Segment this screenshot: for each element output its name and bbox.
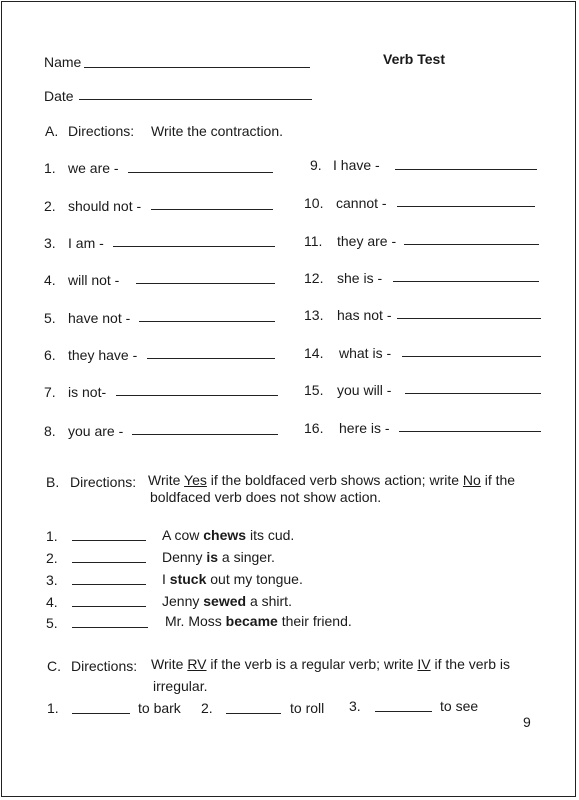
answer-blank[interactable] bbox=[151, 209, 273, 210]
sentence bbox=[165, 613, 352, 629]
answer-blank[interactable] bbox=[72, 540, 146, 541]
item-number: 3. bbox=[44, 235, 56, 251]
item-number: 12. bbox=[304, 270, 324, 286]
sentence-text: Mr. Moss bbox=[165, 613, 226, 629]
sentence-text: Jenny bbox=[162, 593, 204, 609]
sentence-text: a shirt. bbox=[246, 593, 292, 609]
answer-blank[interactable] bbox=[72, 606, 146, 607]
answer-blank[interactable] bbox=[113, 246, 275, 247]
item-number: 1. bbox=[44, 160, 56, 176]
answer-blank[interactable] bbox=[404, 244, 539, 245]
item-number: 1. bbox=[46, 528, 58, 544]
item-number: 15. bbox=[304, 382, 324, 398]
item-prompt: will not - bbox=[68, 272, 120, 288]
item-prompt: I am - bbox=[68, 235, 104, 251]
sentence bbox=[162, 549, 275, 565]
section-a-directions-text: Write the contraction. bbox=[151, 123, 284, 139]
item-prompt: I have - bbox=[333, 157, 380, 173]
item-number: 9. bbox=[310, 157, 322, 173]
section-b-directions-label: Directions: bbox=[70, 474, 137, 490]
section-c-directions-line1 bbox=[151, 656, 510, 672]
section-b-directions-line1 bbox=[148, 472, 515, 488]
item-number: 4. bbox=[46, 594, 58, 610]
section-a-letter: A. bbox=[45, 123, 59, 139]
section-c-letter: C. bbox=[47, 658, 61, 674]
answer-blank[interactable] bbox=[405, 393, 541, 394]
item-number: 2. bbox=[44, 198, 56, 214]
item-prompt: to roll bbox=[290, 700, 325, 716]
dir-text: if the verb is bbox=[430, 656, 510, 672]
verb: sewed bbox=[203, 593, 247, 609]
sentence-text: I bbox=[162, 571, 170, 587]
item-number: 2. bbox=[201, 700, 213, 716]
answer-blank[interactable] bbox=[147, 358, 275, 359]
dir-text: if the boldfaced verb shows action; write bbox=[206, 472, 463, 488]
answer-blank[interactable] bbox=[72, 584, 146, 585]
verb: is bbox=[206, 549, 219, 565]
rv-keyword: RV bbox=[187, 656, 207, 672]
answer-blank[interactable] bbox=[399, 431, 541, 432]
item-prompt: they have - bbox=[68, 347, 138, 363]
answer-blank[interactable] bbox=[402, 356, 541, 357]
item-prompt: you will - bbox=[337, 382, 392, 398]
section-a-directions-label: Directions: bbox=[68, 123, 135, 139]
page-title: Verb Test bbox=[383, 51, 445, 67]
verb: stuck bbox=[169, 571, 207, 587]
answer-blank[interactable] bbox=[72, 713, 130, 714]
section-c-directions-line2: irregular. bbox=[153, 678, 208, 694]
verb: became bbox=[225, 613, 278, 629]
item-number: 13. bbox=[304, 307, 324, 323]
item-prompt: should not - bbox=[68, 198, 142, 214]
answer-blank[interactable] bbox=[136, 283, 275, 284]
sentence-text: their friend. bbox=[277, 613, 352, 629]
sentence-text: A cow bbox=[162, 527, 204, 543]
dir-text: Write bbox=[151, 656, 188, 672]
answer-blank[interactable] bbox=[375, 711, 432, 712]
item-number: 2. bbox=[46, 550, 58, 566]
item-prompt: you are - bbox=[68, 423, 124, 439]
section-c-directions-label: Directions: bbox=[71, 658, 138, 674]
sentence-text: a singer. bbox=[218, 549, 275, 565]
item-number: 3. bbox=[349, 698, 361, 714]
item-number: 8. bbox=[44, 423, 56, 439]
date-blank[interactable] bbox=[79, 99, 312, 100]
item-number: 6. bbox=[44, 347, 56, 363]
answer-blank[interactable] bbox=[226, 713, 281, 714]
sentence-text: its cud. bbox=[246, 527, 295, 543]
item-prompt: is not- bbox=[68, 384, 107, 400]
item-prompt: here is - bbox=[339, 420, 390, 436]
item-prompt: cannot - bbox=[336, 195, 387, 211]
iv-keyword: IV bbox=[417, 656, 431, 672]
item-number: 10. bbox=[304, 195, 324, 211]
answer-blank[interactable] bbox=[397, 206, 535, 207]
answer-blank[interactable] bbox=[393, 281, 539, 282]
dir-text: Write bbox=[148, 472, 185, 488]
sentence bbox=[162, 527, 294, 543]
section-b-letter: B. bbox=[46, 474, 60, 490]
verb: chews bbox=[203, 527, 247, 543]
answer-blank[interactable] bbox=[397, 318, 541, 319]
item-number: 16. bbox=[304, 420, 324, 436]
answer-blank[interactable] bbox=[72, 627, 148, 628]
sentence bbox=[162, 593, 292, 609]
answer-blank[interactable] bbox=[132, 434, 278, 435]
sentence-text: out my tongue. bbox=[206, 571, 303, 587]
item-prompt: they are - bbox=[337, 233, 397, 249]
name-blank[interactable] bbox=[84, 67, 310, 68]
item-prompt: what is - bbox=[339, 345, 392, 361]
item-number: 3. bbox=[46, 572, 58, 588]
name-label: Name bbox=[44, 54, 82, 70]
page-number: 9 bbox=[523, 714, 531, 730]
sentence-text: Denny bbox=[162, 549, 207, 565]
item-prompt: she is - bbox=[337, 270, 383, 286]
dir-text: if the verb is a regular verb; write bbox=[206, 656, 418, 672]
item-number: 1. bbox=[47, 700, 59, 716]
dir-text: if the bbox=[480, 472, 516, 488]
item-number: 4. bbox=[44, 272, 56, 288]
item-prompt: we are - bbox=[68, 160, 119, 176]
answer-blank[interactable] bbox=[395, 169, 537, 170]
item-prompt: has not - bbox=[337, 307, 392, 323]
no-keyword: No bbox=[462, 472, 481, 488]
yes-keyword: Yes bbox=[184, 472, 207, 488]
answer-blank[interactable] bbox=[128, 172, 273, 173]
item-number: 7. bbox=[44, 384, 56, 400]
answer-blank[interactable] bbox=[72, 562, 146, 563]
item-number: 5. bbox=[44, 310, 56, 326]
item-number: 5. bbox=[46, 615, 58, 631]
item-prompt: to bark bbox=[138, 700, 181, 716]
sentence bbox=[162, 571, 303, 587]
item-prompt: to see bbox=[440, 698, 479, 714]
item-number: 11. bbox=[304, 233, 323, 249]
answer-blank[interactable] bbox=[139, 321, 275, 322]
section-b-directions-line2: boldfaced verb does not show action. bbox=[150, 489, 382, 505]
item-number: 14. bbox=[304, 345, 324, 361]
date-label: Date bbox=[44, 88, 74, 104]
item-prompt: have not - bbox=[68, 310, 131, 326]
answer-blank[interactable] bbox=[116, 395, 278, 396]
